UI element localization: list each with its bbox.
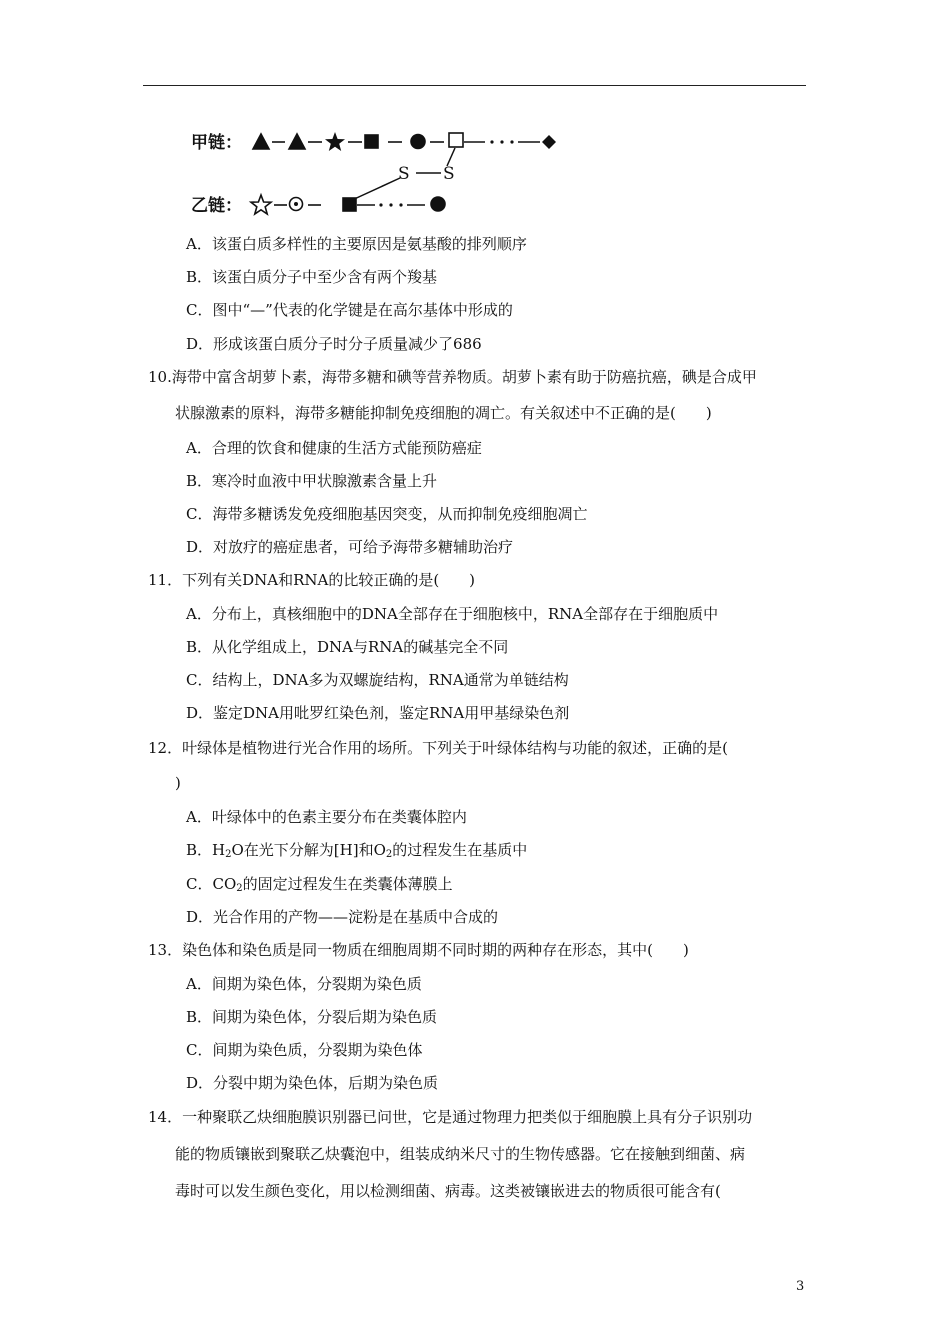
q12-option-d: D．光合作用的产物——淀粉是在基质中合成的 bbox=[186, 908, 499, 926]
chain-b-label: 乙链： bbox=[191, 196, 242, 216]
q12-stem-line1: 12．叶绿体是植物进行光合作用的场所。下列关于叶绿体结构与功能的叙述，正确的是( bbox=[148, 739, 728, 757]
triangle-icon bbox=[253, 134, 269, 149]
q11-option-d: D．鉴定DNA用吡罗红染色剂，鉴定RNA用甲基绿染色剂 bbox=[186, 704, 570, 722]
q9-option-c: C．图中“—”代表的化学键是在高尔基体中形成的 bbox=[186, 301, 513, 319]
q10-option-d: D．对放疗的癌症患者，可给予海带多糖辅助治疗 bbox=[186, 538, 514, 556]
hollow-star-icon bbox=[251, 195, 271, 214]
q10-option-a: A．合理的饮食和健康的生活方式能预防癌症 bbox=[186, 439, 482, 457]
chain-a-label: 甲链： bbox=[191, 133, 242, 153]
q13-stem: 13．染色体和染色质是同一物质在细胞周期不同时期的两种存在形态，其中( ) bbox=[148, 941, 689, 959]
square-icon bbox=[365, 135, 378, 148]
chain-a bbox=[253, 132, 556, 151]
q12-option-a: A．叶绿体中的色素主要分布在类囊体腔内 bbox=[186, 808, 467, 826]
square-icon bbox=[343, 198, 356, 211]
star-icon bbox=[325, 132, 345, 151]
circle-icon bbox=[411, 135, 425, 149]
triangle-icon bbox=[289, 134, 305, 149]
q11-option-c: C．结构上，DNA多为双螺旋结构，RNA通常为单链结构 bbox=[186, 671, 569, 689]
q14-stem-line2: 能的物质镶嵌到聚联乙炔囊泡中，组装成纳米尺寸的生物传感器。它在接触到细菌、病 bbox=[175, 1145, 746, 1163]
q11-stem: 11．下列有关DNA和RNA的比较正确的是( ) bbox=[148, 571, 476, 589]
hollow-square-icon bbox=[449, 133, 463, 147]
q10-stem-line1: 10.海带中富含胡萝卜素，海带多糖和碘等营养物质。胡萝卜素有助于防癌抗癌，碘是合成甲 bbox=[148, 368, 757, 386]
q9-option-a: A．该蛋白质多样性的主要原因是氨基酸的排列顺序 bbox=[186, 235, 527, 253]
q10-option-c: C．海带多糖诱发免疫细胞基因突变，从而抑制免疫细胞凋亡 bbox=[186, 505, 588, 523]
diamond-icon bbox=[542, 135, 556, 149]
bond-s2: S bbox=[443, 164, 455, 184]
q9-option-b: B．该蛋白质分子中至少含有两个羧基 bbox=[186, 268, 438, 286]
q13-option-a: A．间期为染色体，分裂期为染色质 bbox=[186, 975, 422, 993]
circle-icon bbox=[431, 197, 445, 211]
chain-b bbox=[251, 195, 445, 214]
disulfide-bond bbox=[350, 148, 455, 201]
q12-stem-line2: ) bbox=[175, 774, 181, 792]
protein-chain-diagram bbox=[185, 118, 615, 228]
q13-option-d: D．分裂中期为染色体，后期为染色质 bbox=[186, 1074, 439, 1092]
q14-stem-line1: 14．一种聚联乙炔细胞膜识别器已问世，它是通过物理力把类似于细胞膜上具有分子识别功 bbox=[148, 1108, 753, 1126]
bond-s1: S bbox=[398, 164, 410, 184]
q13-option-b: B．间期为染色体，分裂后期为染色质 bbox=[186, 1008, 438, 1026]
q10-stem-line2: 状腺激素的原料，海带多糖能抑制免疫细胞的凋亡。有关叙述中不正确的是( ) bbox=[175, 404, 712, 422]
q9-option-d: D．形成该蛋白质分子时分子质量减少了686 bbox=[186, 335, 482, 353]
page-number: 3 bbox=[796, 1279, 805, 1294]
q14-stem-line3: 毒时可以发生颜色变化，用以检测细菌、病毒。这类被镶嵌进去的物质很可能含有( bbox=[175, 1182, 721, 1200]
q12-option-c: C．$CO_2$的固定过程发生在类囊体薄膜上 bbox=[186, 875, 453, 894]
q11-option-b: B．从化学组成上，DNA与RNA的碱基完全不同 bbox=[186, 638, 509, 656]
q13-option-c: C．间期为染色质，分裂期为染色体 bbox=[186, 1041, 423, 1059]
q10-option-b: B．寒冷时血液中甲状腺激素含量上升 bbox=[186, 472, 438, 490]
header-rule bbox=[143, 85, 806, 86]
q11-option-a: A．分布上，真核细胞中的DNA全部存在于细胞核中，RNA全部存在于细胞质中 bbox=[186, 605, 719, 623]
q12-option-b: B．$H_2O$在光下分解为[H]和$O_2$的过程发生在基质中 bbox=[186, 841, 528, 860]
